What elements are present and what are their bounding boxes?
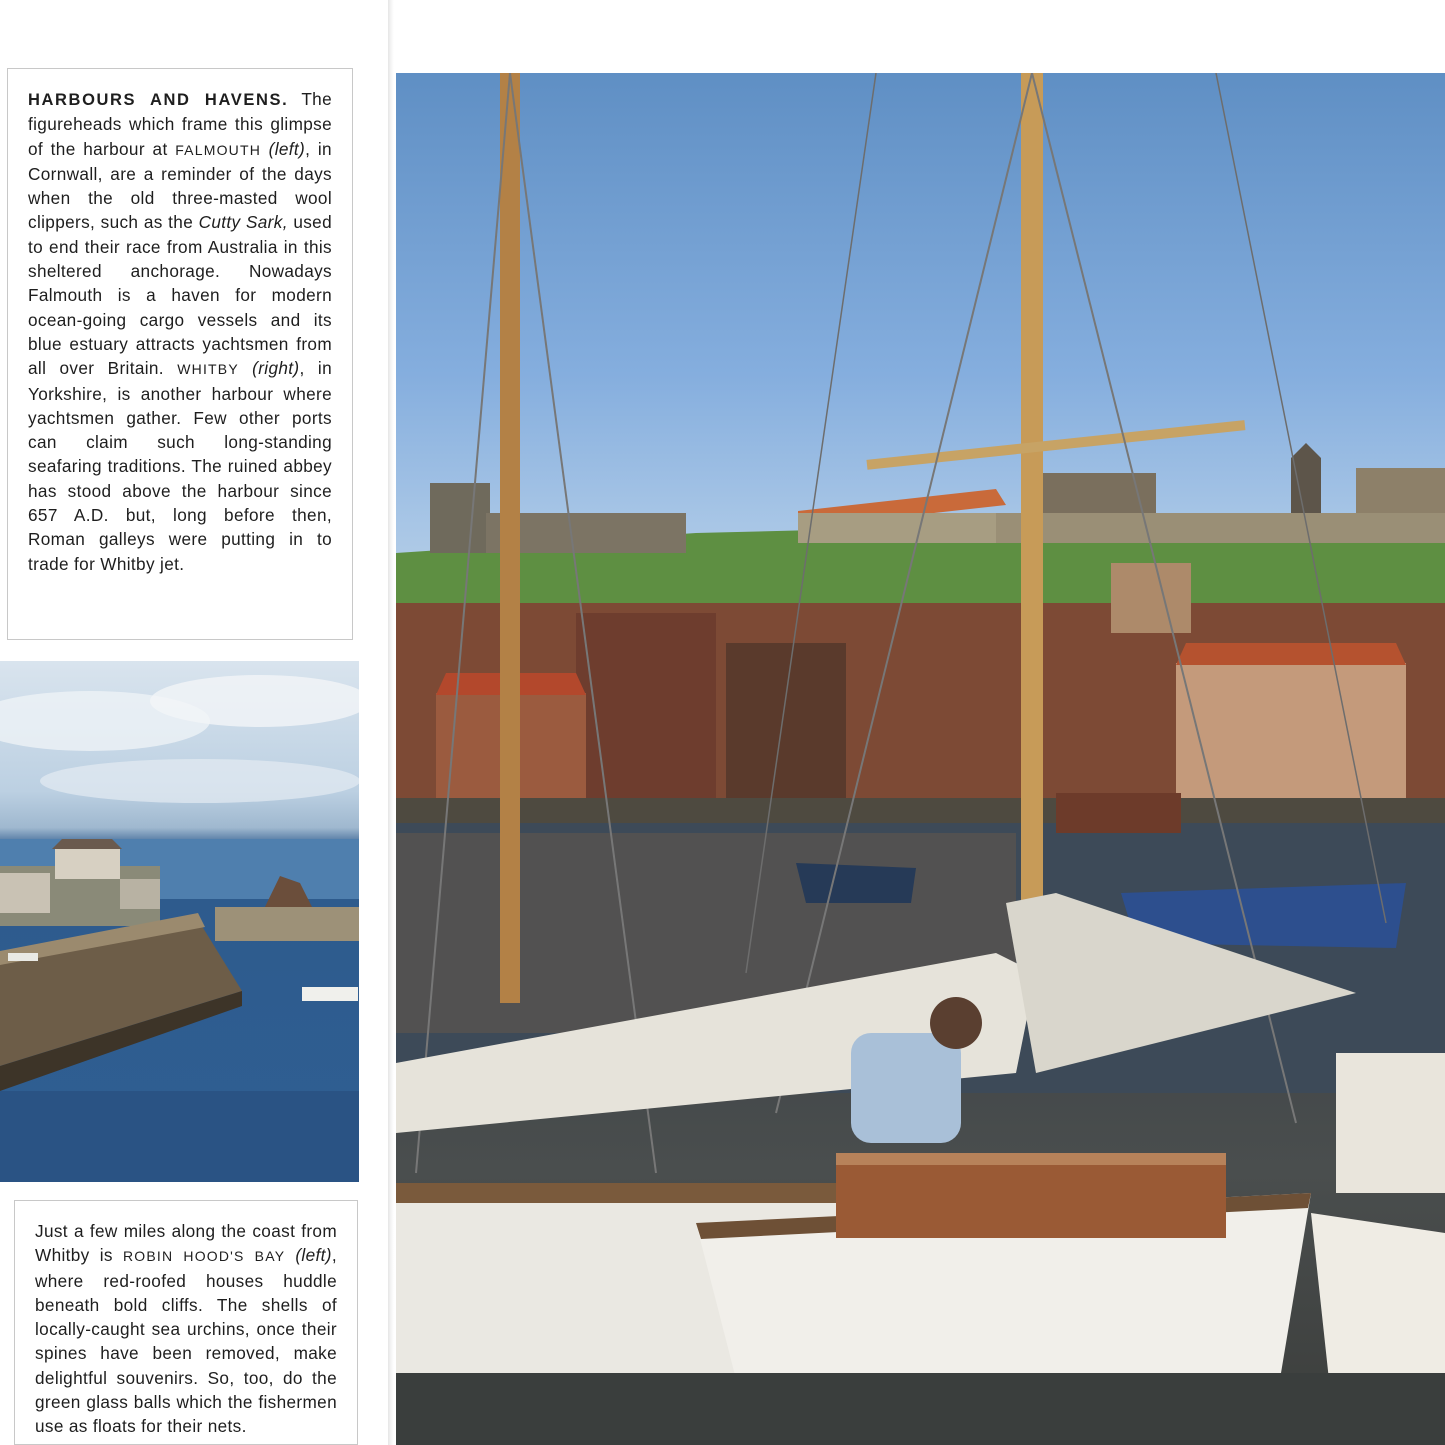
whitby-scene [396,73,1445,1445]
caption-text: , where red-roofed houses huddle beneath bold cliffs. The shells of locally-caught sea urchins, once their spines have been removed, make delightful souvenirs. So, too, do the green glass balls which the fishermen use as floats for their nets. [35,1245,337,1437]
caption-text: used to end their race from Australia in this sheltered anchorage. Nowadays Falmouth is a haven for modern ocean-going cargo vessels and its blue estuary attracts yachtsmen from all over Britain. [28,212,332,379]
place-whitby: WHITBY [177,361,239,378]
direction-right: (right) [252,358,300,379]
ship-name: Cutty Sark, [198,212,288,233]
falmouth-scene [0,661,359,1182]
caption-title: HARBOURS AND HAVENS. [28,91,289,109]
caption-text: , in Cornwall, are a reminder of the days when the old three-masted wool clippers, such as the [28,138,332,233]
photo-falmouth-harbour [0,661,359,1182]
caption-harbours-and-havens [7,68,353,640]
caption-text: , in Yorkshire, is another harbour where yachtsmen gather. Few other ports can claim such long-standing seafaring traditions. The ruined abbey has stood above the harbour since 657 A.D. but, long before then, Roman galleys were putting in to trade for Whitby jet. [28,358,332,574]
direction-left: (left) [268,138,306,159]
caption-robin-hoods-bay [14,1200,358,1445]
place-robin-hoods-bay: ROBIN HOOD'S BAY [122,1248,286,1265]
caption-text: Just a few miles along the coast from Whitby is [35,1221,337,1266]
place-falmouth: FALMOUTH [175,141,262,158]
caption-text: The figureheads which frame this glimpse of the harbour at [28,89,332,159]
page-gutter [388,0,394,1445]
direction-left: (left) [295,1245,332,1266]
photo-whitby-harbour [396,73,1445,1445]
